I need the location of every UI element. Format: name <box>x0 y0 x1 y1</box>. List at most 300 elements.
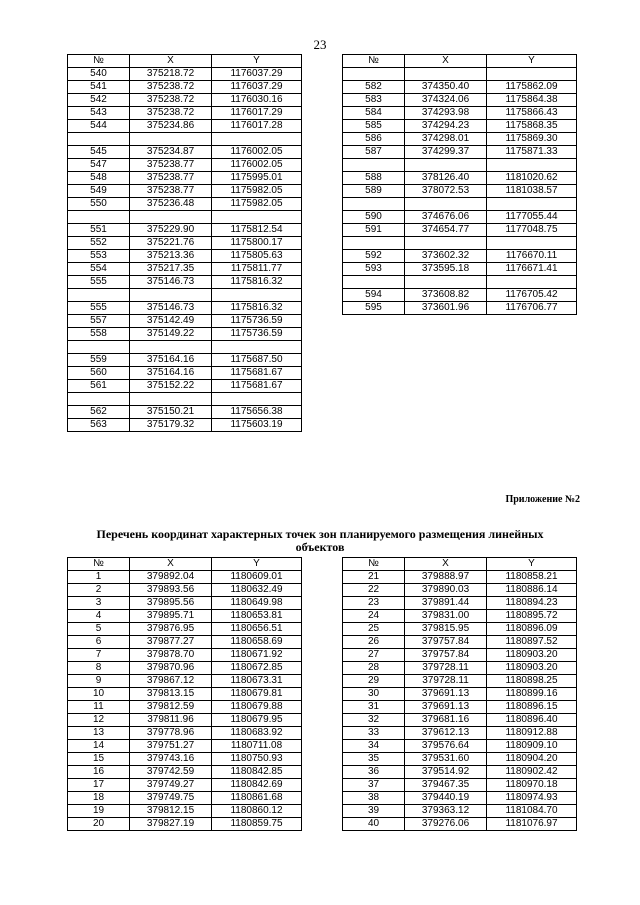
x-coordinate: 379813.15 <box>130 688 212 701</box>
point-number: 3 <box>68 597 130 610</box>
y-coordinate: 1175816.32 <box>212 302 302 315</box>
table-row <box>68 172 302 185</box>
point-number: 588 <box>343 172 405 185</box>
point-number: 552 <box>68 237 130 250</box>
table-row <box>68 610 302 623</box>
table-row <box>68 714 302 727</box>
table-row <box>343 662 577 675</box>
y-coordinate: 1175982.05 <box>212 198 302 211</box>
point-number: 562 <box>68 406 130 419</box>
point-number: 555 <box>68 302 130 315</box>
y-coordinate: 1175681.67 <box>212 367 302 380</box>
y-coordinate: 1180903.20 <box>487 649 577 662</box>
table-row <box>68 792 302 805</box>
table-row <box>68 636 302 649</box>
y-coordinate: 1175736.59 <box>212 328 302 341</box>
header-num: № <box>68 55 130 68</box>
point-number: 540 <box>68 68 130 81</box>
y-coordinate: 1176037.29 <box>212 68 302 81</box>
x-coordinate: 375218.72 <box>130 68 212 81</box>
y-coordinate: 1180860.12 <box>212 805 302 818</box>
table-row <box>68 779 302 792</box>
table-row <box>68 380 302 393</box>
point-number <box>68 133 130 146</box>
x-coordinate: 375146.73 <box>130 276 212 289</box>
table-row <box>68 159 302 172</box>
y-coordinate: 1180912.88 <box>487 727 577 740</box>
point-number <box>343 198 405 211</box>
x-coordinate: 374294.23 <box>405 120 487 133</box>
point-number: 593 <box>343 263 405 276</box>
x-coordinate: 379831.00 <box>405 610 487 623</box>
x-coordinate: 379876.95 <box>130 623 212 636</box>
table-row <box>343 159 577 172</box>
y-coordinate: 1180858.21 <box>487 571 577 584</box>
table-row <box>68 133 302 146</box>
table-row <box>343 185 577 198</box>
table-row <box>343 133 577 146</box>
point-number: 2 <box>68 584 130 597</box>
table-row <box>68 276 302 289</box>
x-coordinate: 375179.32 <box>130 419 212 432</box>
table-row <box>343 263 577 276</box>
y-coordinate: 1175982.05 <box>212 185 302 198</box>
y-coordinate: 1180632.49 <box>212 584 302 597</box>
x-coordinate: 379728.11 <box>405 675 487 688</box>
x-coordinate: 379514.92 <box>405 766 487 779</box>
table-row <box>68 740 302 753</box>
x-coordinate: 379728.11 <box>405 662 487 675</box>
point-number: 16 <box>68 766 130 779</box>
table-row <box>343 636 577 649</box>
point-number: 548 <box>68 172 130 185</box>
point-number: 586 <box>343 133 405 146</box>
x-coordinate <box>130 289 212 302</box>
y-coordinate: 1175864.38 <box>487 94 577 107</box>
x-coordinate <box>130 211 212 224</box>
table-row <box>68 597 302 610</box>
point-number: 38 <box>343 792 405 805</box>
x-coordinate: 379895.71 <box>130 610 212 623</box>
y-coordinate: 1177048.75 <box>487 224 577 237</box>
table-row <box>343 714 577 727</box>
x-coordinate: 375150.21 <box>130 406 212 419</box>
y-coordinate: 1175656.38 <box>212 406 302 419</box>
point-number: 595 <box>343 302 405 315</box>
table-row <box>68 198 302 211</box>
x-coordinate <box>405 159 487 172</box>
y-coordinate: 1176002.05 <box>212 159 302 172</box>
x-coordinate: 379815.95 <box>405 623 487 636</box>
point-number: 24 <box>343 610 405 623</box>
table-row <box>343 302 577 315</box>
point-number: 20 <box>68 818 130 831</box>
y-coordinate: 1175866.43 <box>487 107 577 120</box>
point-number: 6 <box>68 636 130 649</box>
point-number: 553 <box>68 250 130 263</box>
x-coordinate: 375164.16 <box>130 354 212 367</box>
x-coordinate: 375238.72 <box>130 107 212 120</box>
y-coordinate: 1175871.33 <box>487 146 577 159</box>
point-number: 558 <box>68 328 130 341</box>
point-number: 9 <box>68 675 130 688</box>
point-number: 35 <box>343 753 405 766</box>
table-row <box>68 68 302 81</box>
table-row <box>68 107 302 120</box>
table-row <box>68 584 302 597</box>
table-row <box>343 753 577 766</box>
y-coordinate <box>212 393 302 406</box>
point-number: 23 <box>343 597 405 610</box>
header-y: Y <box>212 558 302 571</box>
y-coordinate: 1180672.85 <box>212 662 302 675</box>
point-number: 30 <box>343 688 405 701</box>
point-number <box>68 393 130 406</box>
point-number: 12 <box>68 714 130 727</box>
table-row <box>343 198 577 211</box>
point-number: 549 <box>68 185 130 198</box>
point-number <box>68 289 130 302</box>
x-coordinate: 373601.96 <box>405 302 487 315</box>
point-number: 561 <box>68 380 130 393</box>
y-coordinate: 1180898.25 <box>487 675 577 688</box>
table-row <box>343 610 577 623</box>
page-number: 23 <box>313 37 327 52</box>
header-num: № <box>343 55 405 68</box>
table-row <box>68 623 302 636</box>
x-coordinate: 375164.16 <box>130 367 212 380</box>
x-coordinate: 379888.97 <box>405 571 487 584</box>
table-row <box>343 172 577 185</box>
y-coordinate: 1180974.93 <box>487 792 577 805</box>
table-row <box>343 224 577 237</box>
table-row <box>68 727 302 740</box>
y-coordinate <box>212 289 302 302</box>
y-coordinate: 1180895.72 <box>487 610 577 623</box>
y-coordinate: 1181076.97 <box>487 818 577 831</box>
x-coordinate <box>405 68 487 81</box>
x-coordinate: 374293.98 <box>405 107 487 120</box>
point-number: 29 <box>343 675 405 688</box>
x-coordinate: 379276.06 <box>405 818 487 831</box>
x-coordinate: 375146.73 <box>130 302 212 315</box>
x-coordinate: 374676.06 <box>405 211 487 224</box>
y-coordinate: 1175995.01 <box>212 172 302 185</box>
x-coordinate: 375236.48 <box>130 198 212 211</box>
point-number: 560 <box>68 367 130 380</box>
point-number: 19 <box>68 805 130 818</box>
header-y: Y <box>487 558 577 571</box>
table-row <box>343 237 577 250</box>
x-coordinate: 379743.16 <box>130 753 212 766</box>
x-coordinate: 375238.72 <box>130 81 212 94</box>
y-coordinate: 1175681.67 <box>212 380 302 393</box>
y-coordinate <box>487 276 577 289</box>
x-coordinate: 379870.96 <box>130 662 212 675</box>
point-number <box>343 68 405 81</box>
y-coordinate: 1175812.54 <box>212 224 302 237</box>
point-number: 545 <box>68 146 130 159</box>
point-number <box>343 159 405 172</box>
point-number <box>343 276 405 289</box>
header-num: № <box>343 558 405 571</box>
point-number: 31 <box>343 701 405 714</box>
y-coordinate: 1180902.42 <box>487 766 577 779</box>
table-row <box>343 94 577 107</box>
table-row <box>68 146 302 159</box>
table-row <box>68 263 302 276</box>
x-coordinate: 379812.59 <box>130 701 212 714</box>
y-coordinate <box>487 159 577 172</box>
point-number: 542 <box>68 94 130 107</box>
point-number: 554 <box>68 263 130 276</box>
x-coordinate: 379691.13 <box>405 701 487 714</box>
y-coordinate: 1180656.51 <box>212 623 302 636</box>
table-row <box>68 354 302 367</box>
table-row <box>343 805 577 818</box>
y-coordinate: 1180842.69 <box>212 779 302 792</box>
x-coordinate <box>405 198 487 211</box>
y-coordinate: 1180899.16 <box>487 688 577 701</box>
table-row <box>68 120 302 133</box>
x-coordinate: 379891.44 <box>405 597 487 610</box>
table-row <box>343 818 577 831</box>
x-coordinate: 375149.22 <box>130 328 212 341</box>
y-coordinate: 1180671.92 <box>212 649 302 662</box>
point-number: 563 <box>68 419 130 432</box>
y-coordinate: 1180896.15 <box>487 701 577 714</box>
x-coordinate: 379612.13 <box>405 727 487 740</box>
y-coordinate <box>212 341 302 354</box>
x-coordinate: 378126.40 <box>405 172 487 185</box>
point-number: 17 <box>68 779 130 792</box>
x-coordinate: 378072.53 <box>405 185 487 198</box>
y-coordinate: 1176002.05 <box>212 146 302 159</box>
y-coordinate: 1175862.09 <box>487 81 577 94</box>
point-number: 544 <box>68 120 130 133</box>
y-coordinate: 1176030.16 <box>212 94 302 107</box>
x-coordinate: 379827.19 <box>130 818 212 831</box>
table-header-row <box>68 558 302 571</box>
y-coordinate: 1175687.50 <box>212 354 302 367</box>
table-row <box>343 289 577 302</box>
x-coordinate: 379757.84 <box>405 636 487 649</box>
document-title: Перечень координат характерных точек зон планируемого размещения линейных объектов <box>96 527 544 554</box>
x-coordinate: 379778.96 <box>130 727 212 740</box>
y-coordinate: 1180886.14 <box>487 584 577 597</box>
x-coordinate: 375229.90 <box>130 224 212 237</box>
table-row <box>343 250 577 263</box>
x-coordinate: 374299.37 <box>405 146 487 159</box>
x-coordinate: 375152.22 <box>130 380 212 393</box>
header-x: X <box>130 55 212 68</box>
x-coordinate <box>130 133 212 146</box>
y-coordinate: 1181084.70 <box>487 805 577 818</box>
table-row <box>68 419 302 432</box>
x-coordinate: 379440.19 <box>405 792 487 805</box>
point-number: 34 <box>343 740 405 753</box>
x-coordinate: 375217.35 <box>130 263 212 276</box>
header-x: X <box>405 558 487 571</box>
table-row <box>343 81 577 94</box>
point-number: 15 <box>68 753 130 766</box>
y-coordinate: 1180711.08 <box>212 740 302 753</box>
x-coordinate <box>405 237 487 250</box>
table-row <box>343 623 577 636</box>
point-number <box>343 237 405 250</box>
y-coordinate: 1181020.62 <box>487 172 577 185</box>
table-row <box>343 779 577 792</box>
y-coordinate: 1175800.17 <box>212 237 302 250</box>
point-number: 591 <box>343 224 405 237</box>
point-number: 590 <box>343 211 405 224</box>
point-number: 26 <box>343 636 405 649</box>
table-row <box>343 584 577 597</box>
point-number: 5 <box>68 623 130 636</box>
y-coordinate: 1180679.88 <box>212 701 302 714</box>
point-number: 39 <box>343 805 405 818</box>
point-number: 582 <box>343 81 405 94</box>
point-number: 592 <box>343 250 405 263</box>
table-row <box>68 224 302 237</box>
table-row <box>68 766 302 779</box>
table-row <box>343 688 577 701</box>
y-coordinate: 1175869.30 <box>487 133 577 146</box>
x-coordinate: 379867.12 <box>130 675 212 688</box>
table-row <box>343 675 577 688</box>
table-row <box>343 211 577 224</box>
point-number: 7 <box>68 649 130 662</box>
y-coordinate: 1180859.75 <box>212 818 302 831</box>
table-row <box>343 766 577 779</box>
point-number: 541 <box>68 81 130 94</box>
x-coordinate: 379749.75 <box>130 792 212 805</box>
point-number: 28 <box>343 662 405 675</box>
coordinates-table-3 <box>67 557 302 831</box>
table-row <box>68 649 302 662</box>
point-number: 13 <box>68 727 130 740</box>
y-coordinate: 1175816.32 <box>212 276 302 289</box>
y-coordinate: 1180658.69 <box>212 636 302 649</box>
y-coordinate: 1176037.29 <box>212 81 302 94</box>
table-row <box>68 315 302 328</box>
point-number: 36 <box>343 766 405 779</box>
y-coordinate: 1176671.41 <box>487 263 577 276</box>
coordinates-table-2 <box>342 54 577 315</box>
y-coordinate: 1180894.23 <box>487 597 577 610</box>
point-number: 585 <box>343 120 405 133</box>
point-number: 22 <box>343 584 405 597</box>
table-row <box>343 740 577 753</box>
table-row <box>68 237 302 250</box>
y-coordinate: 1180896.40 <box>487 714 577 727</box>
y-coordinate: 1180861.68 <box>212 792 302 805</box>
x-coordinate <box>405 276 487 289</box>
y-coordinate: 1177055.44 <box>487 211 577 224</box>
appendix-label: Приложение №2 <box>505 494 580 505</box>
x-coordinate: 379877.27 <box>130 636 212 649</box>
point-number: 584 <box>343 107 405 120</box>
y-coordinate: 1180673.31 <box>212 675 302 688</box>
x-coordinate: 379893.56 <box>130 584 212 597</box>
table-row <box>68 406 302 419</box>
table-row <box>68 302 302 315</box>
point-number: 543 <box>68 107 130 120</box>
point-number: 32 <box>343 714 405 727</box>
y-coordinate: 1180842.85 <box>212 766 302 779</box>
x-coordinate: 375238.77 <box>130 172 212 185</box>
x-coordinate: 379691.13 <box>405 688 487 701</box>
x-coordinate: 379751.27 <box>130 740 212 753</box>
y-coordinate: 1180897.52 <box>487 636 577 649</box>
table-row <box>68 211 302 224</box>
x-coordinate: 379812.15 <box>130 805 212 818</box>
y-coordinate: 1175805.63 <box>212 250 302 263</box>
y-coordinate <box>487 237 577 250</box>
x-coordinate: 379878.70 <box>130 649 212 662</box>
table-row <box>343 649 577 662</box>
table-row <box>68 571 302 584</box>
point-number: 583 <box>343 94 405 107</box>
table-row <box>68 185 302 198</box>
x-coordinate: 379576.64 <box>405 740 487 753</box>
x-coordinate: 375238.72 <box>130 94 212 107</box>
x-coordinate: 379892.04 <box>130 571 212 584</box>
x-coordinate: 375238.77 <box>130 185 212 198</box>
table-row <box>68 662 302 675</box>
x-coordinate: 379895.56 <box>130 597 212 610</box>
point-number: 11 <box>68 701 130 714</box>
coordinates-table-4 <box>342 557 577 831</box>
table-row <box>343 146 577 159</box>
y-coordinate: 1175868.35 <box>487 120 577 133</box>
point-number: 547 <box>68 159 130 172</box>
x-coordinate: 379467.35 <box>405 779 487 792</box>
x-coordinate: 373602.32 <box>405 250 487 263</box>
table-row <box>343 107 577 120</box>
table-row <box>68 289 302 302</box>
point-number: 555 <box>68 276 130 289</box>
y-coordinate: 1180903.20 <box>487 662 577 675</box>
table-row <box>343 571 577 584</box>
table-row <box>68 701 302 714</box>
table-row <box>343 597 577 610</box>
table-row <box>343 701 577 714</box>
table-header-row <box>343 558 577 571</box>
y-coordinate: 1180904.20 <box>487 753 577 766</box>
y-coordinate <box>487 68 577 81</box>
point-number <box>68 341 130 354</box>
point-number: 37 <box>343 779 405 792</box>
point-number: 4 <box>68 610 130 623</box>
x-coordinate: 379811.96 <box>130 714 212 727</box>
y-coordinate: 1175811.77 <box>212 263 302 276</box>
table-row <box>343 276 577 289</box>
x-coordinate: 379363.12 <box>405 805 487 818</box>
y-coordinate: 1180683.92 <box>212 727 302 740</box>
x-coordinate <box>130 393 212 406</box>
x-coordinate: 375221.76 <box>130 237 212 250</box>
y-coordinate <box>212 211 302 224</box>
point-number: 550 <box>68 198 130 211</box>
point-number <box>68 211 130 224</box>
x-coordinate <box>130 341 212 354</box>
table-row <box>343 727 577 740</box>
x-coordinate: 375213.36 <box>130 250 212 263</box>
table-row <box>68 250 302 263</box>
table-row <box>343 120 577 133</box>
table-row <box>68 818 302 831</box>
